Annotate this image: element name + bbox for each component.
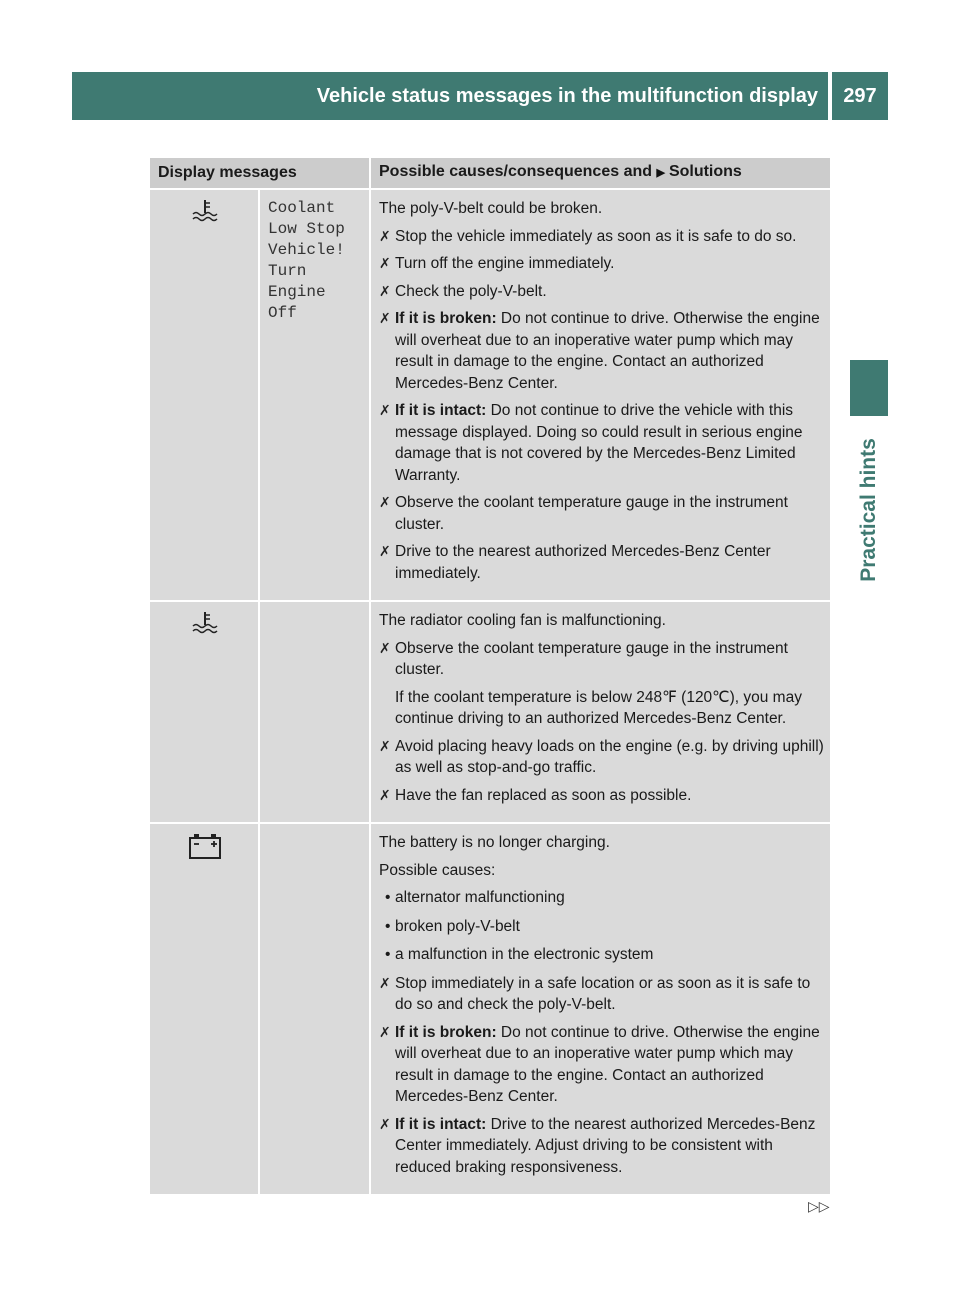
table-row	[150, 190, 830, 600]
display-message-text	[260, 824, 369, 1194]
cause-item: • alternator malfunctioning	[385, 889, 565, 906]
step-arrow-icon: ✗	[379, 402, 391, 418]
cause-item: • a malfunction in the electronic system	[385, 946, 654, 963]
step-arrow-icon: ✗	[379, 974, 391, 991]
step-arrow-icon: ✗	[379, 310, 391, 326]
continue-arrows-icon: ▷▷	[808, 1198, 830, 1214]
page-number-text: 297	[843, 84, 877, 107]
coolant-temperature-icon	[150, 602, 258, 822]
side-tab-text: Practical hints	[857, 438, 880, 582]
step-arrow-icon: ✗	[379, 1023, 391, 1040]
running-header	[72, 72, 828, 120]
step-item: ✗ If it is broken: Do not continue to drive. Otherwise the engine will overheat due to an inoperative water pump which may result in damage to the engine. Contact an authorized Mercedes-Benz Center.	[379, 1023, 820, 1105]
step-item: ✗ Turn off the engine immediately.	[379, 253, 824, 275]
header-title: Vehicle status messages in the multifunction display	[316, 84, 818, 107]
side-tab-marker	[850, 360, 888, 416]
table-row	[150, 602, 830, 822]
step-item: ✗ Check the poly-V-belt.	[379, 281, 824, 303]
solutions-cell: The radiator cooling fan is malfunctioning. ✗ Observe the coolant temperature gauge in the instrument cluster. If the coolant temperature is below 248℉ (120℃), you may continue driving to an authorized Mercedes-Benz Center. ✗ Avoid placing heavy loads on the engine (e.g. by driving uphill) as well as stop-and-go traffic. ✗ Have the fan replaced as soon as possible.	[371, 602, 830, 822]
step-item: ✗ If it is intact: Do not continue to drive the vehicle with this message displayed. Doing so could result in serious engine damage that is not covered by the Mercedes-Benz Limited Warranty.	[379, 402, 803, 484]
table-header-row	[150, 158, 830, 188]
coolant-temperature-icon	[150, 190, 258, 600]
battery-icon	[150, 824, 258, 1194]
step-arrow-icon: ✗	[379, 494, 391, 510]
step-arrow-icon: ✗	[379, 737, 391, 754]
step-item: ✗ Avoid placing heavy loads on the engine (e.g. by driving uphill) as well as stop-and-go traffic.	[379, 737, 824, 776]
step-item: ✗ Stop immediately in a safe location or as soon as it is safe to do so and check the poly-V-belt.	[379, 974, 811, 1013]
step-item: ✗ If it is broken: Do not continue to drive. Otherwise the engine will overheat due to an inoperative water pump which may result in damage to the engine. Contact an authorized Mercedes-Benz Center.	[379, 310, 820, 392]
page-number	[832, 72, 888, 120]
step-arrow-icon: ✗	[379, 543, 391, 559]
step-item: ✗ Drive to the nearest authorized Mercedes-Benz Center immediately.	[379, 543, 771, 582]
display-message-text: Coolant Low Stop Vehicle! Turn Engine Off	[260, 190, 369, 600]
step-item: ✗ Observe the coolant temperature gauge in the instrument cluster.	[379, 494, 788, 533]
step-arrow-icon: ✗	[379, 1115, 391, 1132]
step-arrow-icon: ✗	[379, 786, 391, 803]
step-item: ✗ Observe the coolant temperature gauge in the instrument cluster.	[379, 639, 788, 678]
step-item: ✗ If it is intact: Drive to the nearest authorized Mercedes-Benz Center immediately. Adjust driving to be consistent with reduced braking responsiveness.	[379, 1115, 816, 1176]
cause-item: • broken poly-V-belt	[385, 917, 520, 935]
column-header-display: Display messages	[150, 158, 369, 188]
side-tab-label	[850, 420, 888, 600]
column-header-solutions: Possible causes/consequences and ▶ Solutions	[371, 158, 830, 188]
step-arrow-icon: ✗	[379, 227, 391, 244]
solutions-cell: The battery is no longer charging. Possible causes: • alternator malfunctioning • broken poly-V-belt • a malfunction in the electronic system ✗ Stop immediately in a safe location or as soon as it is safe to do so and check the poly-V-belt. ✗ If it is broken: Do not continue to drive. Otherwise the engine will overheat due to an inoperative water pump which may result in damage to the engine. Contact an authorized Mercedes-Benz Center. ✗ If it is intact: Drive to the nearest authorized Mercedes-Benz Center immediately. Adjust driving to be consistent with reduced braking responsiveness.	[371, 824, 830, 1194]
table-row	[150, 824, 830, 1194]
step-item: ✗ Have the fan replaced as soon as possible.	[379, 785, 824, 807]
step-arrow-icon: ✗	[379, 639, 391, 656]
solutions-cell: The poly-V-belt could be broken. ✗ Stop the vehicle immediately as soon as it is safe to do so. ✗ Turn off the engine immediately. ✗ Check the poly-V-belt. ✗ If it is broken: Do not continue to drive. Otherwise the engine will overheat due to an inoperative water pump which may result in damage to the engine. Contact an authorized Mercedes-Benz Center. ✗ If it is intact: Do not continue to drive the vehicle with this message displayed. Doing so could result in serious engine damage that is not covered by the Mercedes-Benz Limited Warranty. ✗ Observe the coolant temperature gauge in the instrument cluster. ✗ Drive to the nearest authorized Mercedes-Benz Center immediately.	[371, 190, 830, 600]
step-item: ✗ Stop the vehicle immediately as soon as it is safe to do so.	[379, 226, 824, 248]
arrow-right-icon: ▶	[656, 167, 665, 180]
step-arrow-icon: ✗	[379, 255, 391, 271]
display-message-text	[260, 602, 369, 822]
status-message-table	[148, 156, 832, 1196]
step-arrow-icon: ✗	[379, 282, 391, 299]
